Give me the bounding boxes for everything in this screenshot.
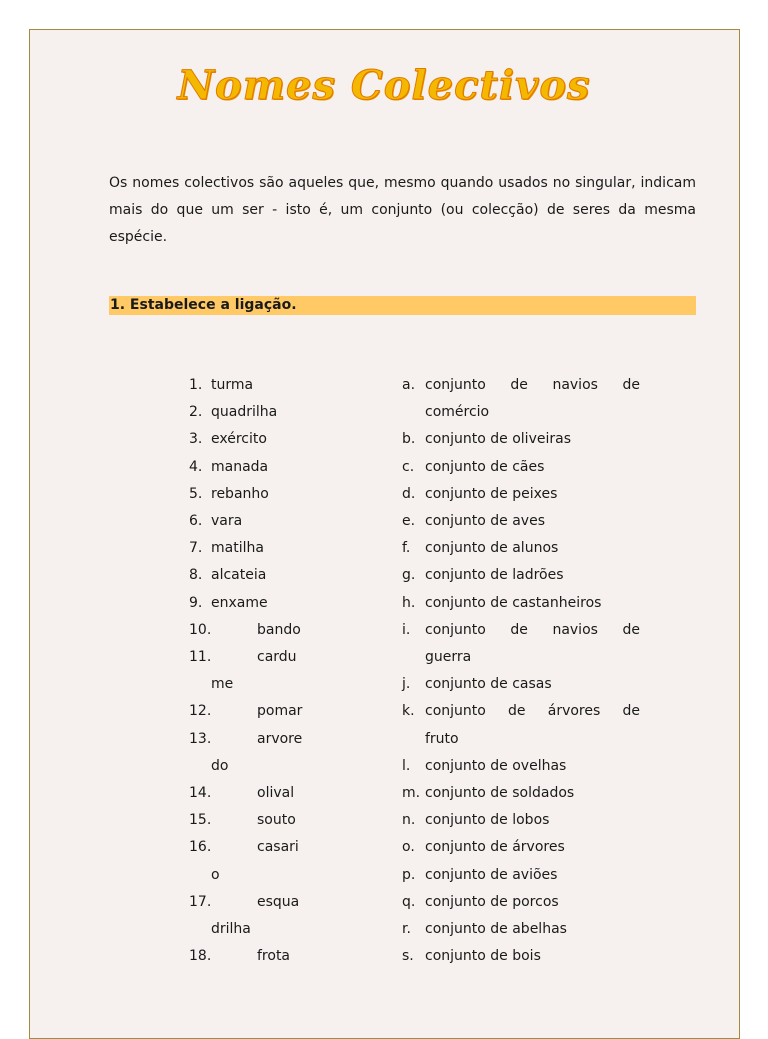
item-word-continuation: me: [211, 676, 234, 693]
item-definition: conjunto de alunos: [425, 540, 559, 557]
item-word: bando: [257, 621, 301, 638]
item-definition: conjunto de árvores: [425, 839, 565, 856]
exercise-heading: 1. Estabelece a ligação.: [109, 296, 696, 315]
item-definition: conjunto de navios de: [425, 621, 640, 638]
list-item: [189, 617, 339, 644]
item-letter: b.: [402, 431, 416, 448]
item-letter: o.: [402, 839, 415, 856]
list-item: [189, 454, 339, 481]
item-word: rebanho: [211, 485, 269, 502]
item-word: exército: [211, 431, 267, 448]
list-item: [402, 698, 640, 752]
item-number: 2.: [189, 404, 203, 421]
list-item: [189, 834, 339, 888]
item-word: esqua: [257, 893, 300, 910]
item-word: cardu: [257, 649, 297, 666]
item-letter: c.: [402, 458, 415, 475]
intro-paragraph: Os nomes colectivos são aqueles que, mesmo quando usados no singular, indicam mais do que um ser - isto é, um conjunto (ou colecção) de seres da mesma espécie.: [109, 175, 696, 245]
item-number: 14.: [189, 785, 212, 802]
item-number: 5.: [189, 485, 203, 502]
item-definition: conjunto de castanheiros: [425, 594, 602, 611]
item-word: olival: [257, 785, 295, 802]
item-number: 9.: [189, 594, 203, 611]
list-item: [402, 889, 640, 916]
item-definition: conjunto de abelhas: [425, 921, 567, 938]
item-definition: conjunto de casas: [425, 676, 552, 693]
item-definition: conjunto de porcos: [425, 893, 559, 910]
item-letter: r.: [402, 921, 411, 938]
item-letter: d.: [402, 485, 416, 502]
item-definition-continuation: fruto: [425, 730, 459, 747]
item-letter: m.: [402, 785, 421, 802]
list-item: [402, 916, 640, 943]
item-definition: conjunto de lobos: [425, 812, 550, 829]
item-word-continuation: drilha: [211, 921, 251, 938]
item-letter: j.: [402, 676, 411, 693]
item-word: enxame: [211, 594, 268, 611]
item-number: 17.: [189, 893, 212, 910]
item-number: 3.: [189, 431, 203, 448]
item-word: alcateia: [211, 567, 267, 584]
item-number: 7.: [189, 540, 203, 557]
item-letter: e.: [402, 513, 416, 530]
list-item: [402, 617, 640, 671]
list-item: [402, 562, 640, 589]
item-word: turma: [211, 377, 254, 393]
list-item: [189, 889, 339, 943]
item-word: pomar: [257, 703, 303, 720]
list-item: [402, 508, 640, 535]
item-definition: conjunto de soldados: [425, 785, 575, 802]
item-definition-continuation: guerra: [425, 649, 472, 666]
item-letter: k.: [402, 703, 415, 720]
list-item: [402, 372, 640, 426]
list-item: [189, 372, 339, 399]
definition-list: [402, 372, 640, 970]
item-letter: q.: [402, 893, 416, 910]
item-number: 16.: [189, 839, 212, 856]
list-item: [189, 426, 339, 453]
item-number: 6.: [189, 513, 203, 530]
list-item: [189, 590, 339, 617]
item-word: matilha: [211, 540, 264, 557]
item-definition: conjunto de navios de: [425, 377, 640, 393]
list-item: [189, 562, 339, 589]
item-word: frota: [257, 948, 291, 965]
list-item: [402, 454, 640, 481]
list-item: [189, 508, 339, 535]
item-word-continuation: o: [211, 866, 220, 883]
item-definition: conjunto de peixes: [425, 485, 558, 502]
item-number: 10.: [189, 621, 212, 638]
item-letter: g.: [402, 567, 416, 584]
list-item: [189, 780, 339, 807]
item-definition: conjunto de ovelhas: [425, 757, 567, 774]
list-item: [189, 807, 339, 834]
item-definition: conjunto de ladrões: [425, 567, 564, 584]
list-item: [402, 671, 640, 698]
item-letter: a.: [402, 377, 416, 393]
list-item: [189, 698, 339, 725]
list-item: [189, 399, 339, 426]
list-item: [189, 644, 339, 698]
item-number: 4.: [189, 458, 203, 475]
page-title: Nomes Colectivos: [177, 62, 591, 109]
list-item: [402, 862, 640, 889]
item-definition: conjunto de cães: [425, 458, 545, 475]
item-definition: conjunto de oliveiras: [425, 431, 571, 448]
item-letter: i.: [402, 621, 411, 638]
item-number: 15.: [189, 812, 212, 829]
list-item: [189, 481, 339, 508]
item-word: vara: [211, 513, 243, 530]
item-number: 8.: [189, 567, 203, 584]
list-item: [189, 726, 339, 780]
item-number: 11.: [189, 649, 212, 666]
item-definition: conjunto de árvores de: [425, 703, 640, 720]
item-definition: conjunto de aviões: [425, 866, 558, 883]
item-definition: conjunto de bois: [425, 948, 541, 965]
list-item: [402, 943, 640, 970]
list-item: [189, 943, 339, 970]
item-letter: n.: [402, 812, 416, 829]
item-letter: s.: [402, 948, 414, 965]
item-letter: p.: [402, 866, 416, 883]
list-item: [402, 753, 640, 780]
item-letter: f.: [402, 540, 411, 557]
item-number: 1.: [189, 377, 203, 393]
item-word: arvore: [257, 730, 303, 747]
item-definition: conjunto de aves: [425, 513, 545, 530]
word-list: [189, 372, 339, 970]
list-item: [402, 590, 640, 617]
list-item: [402, 426, 640, 453]
list-item: [402, 481, 640, 508]
item-word-continuation: do: [211, 757, 229, 774]
item-number: 13.: [189, 730, 212, 747]
list-item: [402, 535, 640, 562]
item-number: 12.: [189, 703, 212, 720]
list-item: [402, 807, 640, 834]
item-definition-continuation: comércio: [425, 404, 490, 421]
item-number: 18.: [189, 948, 212, 965]
list-item: [189, 535, 339, 562]
item-letter: h.: [402, 594, 416, 611]
item-word: souto: [257, 812, 296, 829]
item-word: casari: [257, 839, 299, 856]
list-item: [402, 834, 640, 861]
item-letter: l.: [402, 757, 411, 774]
list-item: [402, 780, 640, 807]
item-word: manada: [211, 458, 269, 475]
item-word: quadrilha: [211, 404, 278, 421]
